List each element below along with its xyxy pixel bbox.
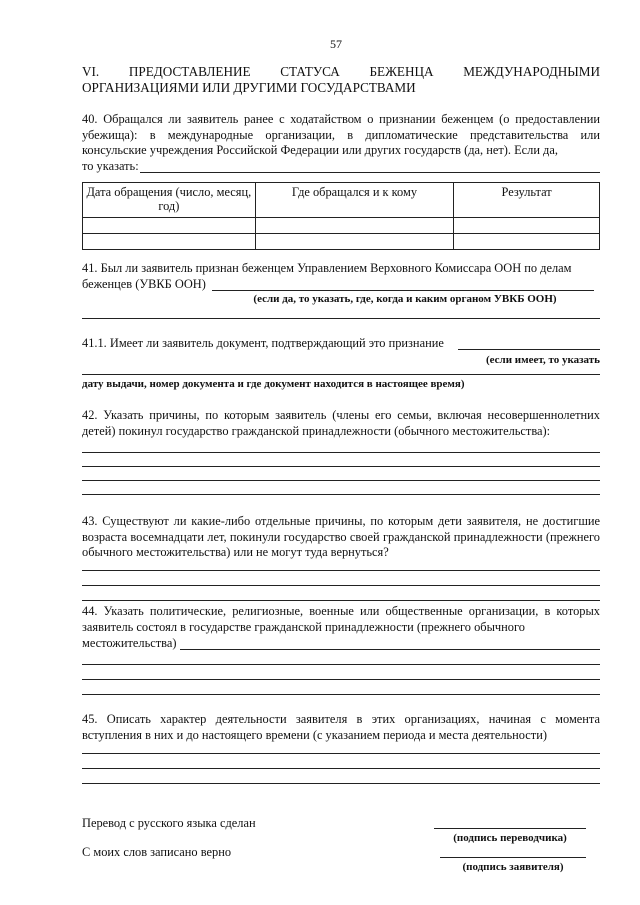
- question-41-1-text: 41.1. Имеет ли заявитель документ, подтверждающий это признание: [82, 336, 444, 350]
- table-cell-result[interactable]: [454, 234, 600, 250]
- table-header-result: Результат: [454, 183, 600, 218]
- question-41-1-answer-line-2[interactable]: [82, 374, 600, 375]
- question-44-lead: местожительства): [82, 636, 177, 650]
- question-44-answer-line[interactable]: [82, 679, 600, 680]
- question-41-answer-line[interactable]: [212, 290, 594, 291]
- question-41-line2: беженцев (УВКБ ООН): [82, 277, 206, 291]
- table-cell-date[interactable]: [83, 218, 256, 234]
- question-43-answer-line[interactable]: [82, 585, 600, 586]
- question-42-answer-line[interactable]: [82, 452, 600, 453]
- page-number: 57: [330, 37, 342, 51]
- question-42-answer-line[interactable]: [82, 480, 600, 481]
- question-45-text: 45. Описать характер деятельности заявителя в этих организациях, начиная с момента вступления в них и до настоящего времени (с указанием периода и места деятельности): [82, 712, 600, 742]
- question-43: [82, 514, 600, 561]
- question-44: [82, 604, 600, 635]
- question-42: [82, 408, 600, 439]
- question-44-answer-line[interactable]: [82, 694, 600, 695]
- table-cell-where[interactable]: [255, 234, 454, 250]
- question-44-answer-line[interactable]: [180, 649, 600, 650]
- question-41: [82, 261, 600, 277]
- question-42-text: 42. Указать причины, по которым заявитель (члены его семьи, включая несовершеннолетних детей) покинул государство гражданской принадлежности (обычного местожительства):: [82, 408, 600, 438]
- applicant-signature-caption: (подпись заявителя): [462, 861, 564, 873]
- table-cell-date[interactable]: [83, 234, 256, 250]
- section-word-3: БЕЖЕНЦА: [369, 64, 434, 79]
- section-title: [82, 64, 600, 96]
- section-word-1: ПРЕДОСТАВЛЕНИЕ: [128, 64, 251, 79]
- table-cell-where[interactable]: [255, 218, 454, 234]
- translator-signature-line[interactable]: [434, 828, 586, 829]
- question-43-text: 43. Существуют ли какие-либо отдельные причины, по которым дети заявителя, не достигшие возраста восемнадцати лет, покинули государство своей гражданской принадлежности (прежнего обычного местожительства) или не могут туда вернуться?: [82, 514, 600, 560]
- question-40-table: [82, 182, 600, 250]
- question-43-answer-line[interactable]: [82, 570, 600, 571]
- section-number: VI.: [82, 64, 100, 79]
- question-44-text: 44. Указать политические, религиозные, военные или общественные организации, в которых заявитель состоял в государстве гражданской принадлежности (прежнего обычного: [82, 604, 600, 634]
- question-41-caption: (если да, то указать, где, когда и каким органом УВКБ ООН): [253, 293, 557, 305]
- question-40-lead: то указать:: [82, 159, 139, 173]
- question-44-answer-line[interactable]: [82, 664, 600, 665]
- section-word-2: СТАТУСА: [280, 64, 340, 79]
- question-45-answer-line[interactable]: [82, 768, 600, 769]
- question-40: [82, 112, 600, 159]
- question-41-answer-line-2[interactable]: [82, 318, 600, 319]
- question-45-answer-line[interactable]: [82, 783, 600, 784]
- applicant-signature-line[interactable]: [440, 857, 586, 858]
- question-40-text: 40. Обращался ли заявитель ранее с ходатайством о признании беженцем (о предоставлении убежища): в международные организации, в дипломатические представительства или консульские учреждения Российской Федерации или других государств (да, нет). Если да,: [82, 112, 600, 158]
- section-title-line2: ОРГАНИЗАЦИЯМИ ИЛИ ДРУГИМИ ГОСУДАРСТВАМИ: [82, 80, 416, 95]
- question-41-line1: 41. Был ли заявитель признан беженцем Управлением Верховного Комиссара ООН по делам: [82, 261, 572, 275]
- table-header-where: Где обращался и к кому: [255, 183, 454, 218]
- translator-signature-caption: (подпись переводчика): [453, 832, 567, 844]
- table-cell-result[interactable]: [454, 218, 600, 234]
- table-row: [83, 234, 600, 250]
- table-header-row: [83, 183, 600, 218]
- question-42-answer-line[interactable]: [82, 494, 600, 495]
- question-45-answer-line[interactable]: [82, 753, 600, 754]
- recorded-statement: [82, 845, 600, 861]
- question-41-1-answer-line[interactable]: [458, 349, 600, 350]
- question-43-answer-line[interactable]: [82, 600, 600, 601]
- section-word-4: МЕЖДУНАРОДНЫМИ: [463, 64, 600, 79]
- question-41-1-caption: (если имеет, то указать: [485, 354, 600, 366]
- question-40-answer-line[interactable]: [140, 172, 600, 173]
- translation-statement: [82, 816, 600, 832]
- recorded-label: С моих слов записано верно: [82, 845, 232, 859]
- question-41-1-caption-2: дату выдачи, номер документа и где документ находится в настоящее время): [82, 378, 465, 390]
- question-45: [82, 712, 600, 743]
- table-header-date: Дата обращения (число, месяц, год): [83, 183, 256, 218]
- translation-label: Перевод с русского языка сделан: [82, 816, 256, 830]
- table-row: [83, 218, 600, 234]
- question-42-answer-line[interactable]: [82, 466, 600, 467]
